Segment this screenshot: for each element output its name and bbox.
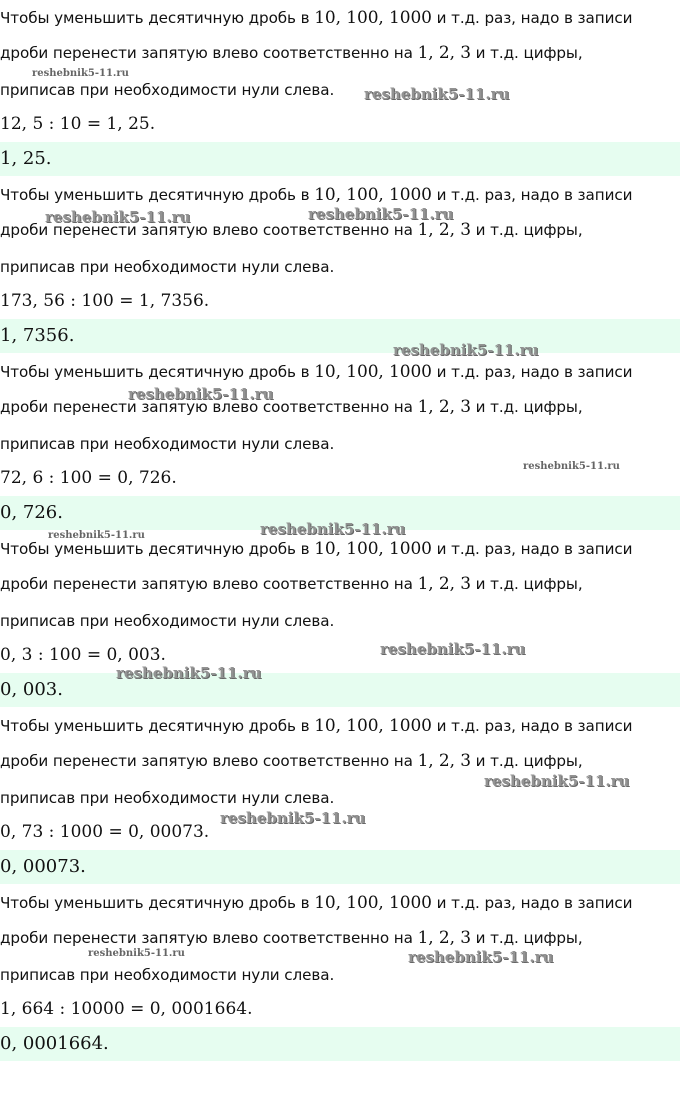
answer-box xyxy=(0,319,680,353)
answer-box xyxy=(0,142,680,176)
rule-line-1: Чтобы уменьшить десятичную дробь в 10, 100, 1000 и т.д. раз, надо в записи xyxy=(0,893,633,913)
rule-line-1: Чтобы уменьшить десятичную дробь в 10, 100, 1000 и т.д. раз, надо в записи xyxy=(0,8,633,28)
rule-line-2: дроби перенести запятую влево соответственно на 1, 2, 3 и т.д. цифры, xyxy=(0,397,583,417)
answer-box xyxy=(0,1027,680,1061)
rule-line-1: Чтобы уменьшить десятичную дробь в 10, 100, 1000 и т.д. раз, надо в записи xyxy=(0,362,633,382)
equation: 0, 3 : 100 = 0, 003. xyxy=(0,645,166,665)
watermark: reshebnik5-11.ru xyxy=(32,68,129,79)
rule-line-2: дроби перенести запятую влево соответственно на 1, 2, 3 и т.д. цифры, xyxy=(0,574,583,594)
watermark: reshebnik5-11.ru xyxy=(88,948,185,959)
watermark: reshebnik5-11.ru xyxy=(220,809,366,827)
watermark: reshebnik5-11.ru xyxy=(48,530,145,541)
rule-line-2: дроби перенести запятую влево соответственно на 1, 2, 3 и т.д. цифры, xyxy=(0,751,583,771)
watermark: reshebnik5-11.ru xyxy=(364,85,510,103)
answer-box xyxy=(0,850,680,884)
rule-line-3: приписав при необходимости нули слева. xyxy=(0,258,335,276)
answer: 0, 00073. xyxy=(0,856,86,877)
equation: 12, 5 : 10 = 1, 25. xyxy=(0,114,156,134)
equation: 72, 6 : 100 = 0, 726. xyxy=(0,468,177,488)
rule-line-1: Чтобы уменьшить десятичную дробь в 10, 100, 1000 и т.д. раз, надо в записи xyxy=(0,716,633,736)
watermark: reshebnik5-11.ru xyxy=(308,205,454,223)
watermark: reshebnik5-11.ru xyxy=(45,208,191,226)
rule-line-1: Чтобы уменьшить десятичную дробь в 10, 100, 1000 и т.д. раз, надо в записи xyxy=(0,539,633,559)
watermark: reshebnik5-11.ru xyxy=(408,948,554,966)
answer: 1, 7356. xyxy=(0,325,75,346)
watermark: reshebnik5-11.ru xyxy=(380,640,526,658)
answer: 1, 25. xyxy=(0,148,52,169)
rule-line-3: приписав при необходимости нули слева. xyxy=(0,789,335,807)
answer: 0, 003. xyxy=(0,679,63,700)
equation: 173, 56 : 100 = 1, 7356. xyxy=(0,291,210,311)
rule-line-2: дроби перенести запятую влево соответственно на 1, 2, 3 и т.д. цифры, xyxy=(0,220,583,240)
watermark: reshebnik5-11.ru xyxy=(393,341,539,359)
rule-line-2: дроби перенести запятую влево соответственно на 1, 2, 3 и т.д. цифры, xyxy=(0,43,583,63)
answer: 0, 0001664. xyxy=(0,1033,109,1054)
watermark: reshebnik5-11.ru xyxy=(523,461,620,472)
rule-line-3: приписав при необходимости нули слева. xyxy=(0,966,335,984)
rule-line-3: приписав при необходимости нули слева. xyxy=(0,612,335,630)
watermark: reshebnik5-11.ru xyxy=(484,772,630,790)
rule-line-1: Чтобы уменьшить десятичную дробь в 10, 100, 1000 и т.д. раз, надо в записи xyxy=(0,185,633,205)
watermark: reshebnik5-11.ru xyxy=(128,385,274,403)
rule-line-2: дроби перенести запятую влево соответственно на 1, 2, 3 и т.д. цифры, xyxy=(0,928,583,948)
rule-line-3: приписав при необходимости нули слева. xyxy=(0,435,335,453)
watermark: reshebnik5-11.ru xyxy=(260,520,406,538)
equation: 1, 664 : 10000 = 0, 0001664. xyxy=(0,999,253,1019)
watermark: reshebnik5-11.ru xyxy=(116,664,262,682)
answer-box xyxy=(0,673,680,707)
rule-line-3: приписав при необходимости нули слева. xyxy=(0,81,335,99)
answer: 0, 726. xyxy=(0,502,63,523)
equation: 0, 73 : 1000 = 0, 00073. xyxy=(0,822,210,842)
